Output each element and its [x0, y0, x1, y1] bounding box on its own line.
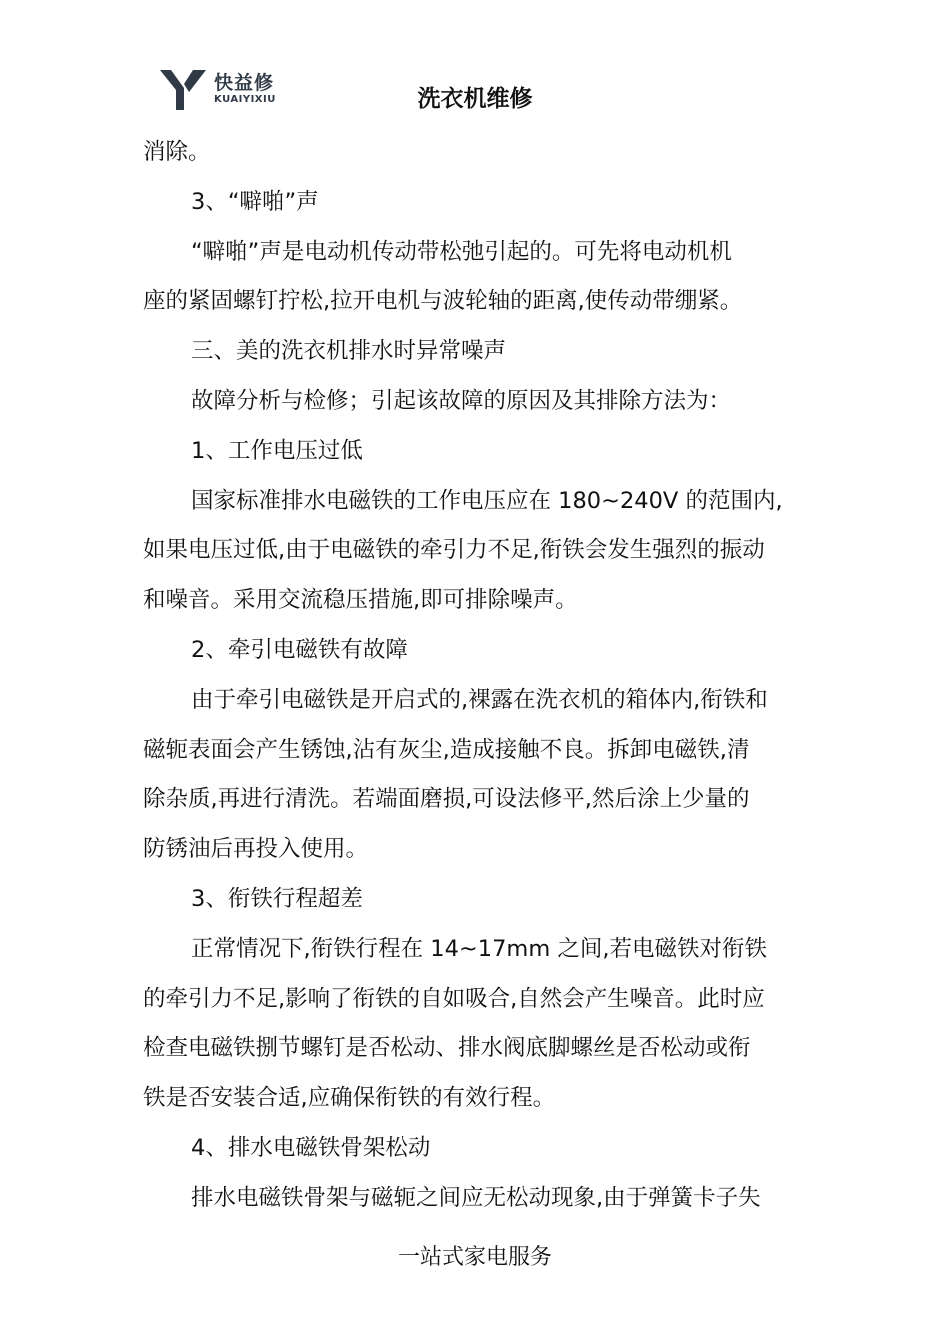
document-title: 洗衣机维修 — [417, 86, 533, 112]
body-paragraph-line: 排水电磁铁骨架与磁轭之间应无松动现象,由于弹簧卡子失 — [191, 1184, 761, 1211]
body-paragraph-line: 2、牵引电磁铁有故障 — [191, 636, 408, 663]
logo-text-en: KUAIYIXIU — [214, 94, 276, 105]
body-paragraph-line: 座的紧固螺钉拧松,拉开电机与波轮轴的距离,使传动带绷紧。 — [143, 288, 743, 315]
body-paragraph-line: 正常情况下,衔铁行程在 14~17mm 之间,若电磁铁对衔铁 — [191, 935, 768, 962]
body-paragraph-line: 故障分析与检修；引起该故障的原因及其排除方法为： — [191, 387, 732, 414]
body-paragraph-line: 4、排水电磁铁骨架松动 — [191, 1134, 431, 1161]
body-paragraph-line: 的牵引力不足,影响了衔铁的自如吸合,自然会产生噪音。此时应 — [143, 985, 765, 1012]
body-paragraph-line: 铁是否安装合适,应确保衔铁的有效行程。 — [143, 1085, 556, 1112]
body-paragraph-line: 消除。 — [143, 139, 211, 165]
body-paragraph-line: 除杂质,再进行清洗。若端面磨损,可设法修平,然后涂上少量的 — [143, 786, 750, 813]
body-paragraph-line: 由于牵引电磁铁是开启式的,裸露在洗衣机的箱体内,衔铁和 — [191, 686, 768, 713]
body-paragraph-line: 磁轭表面会产生锈蚀,沾有灰尘,造成接触不良。拆卸电磁铁,清 — [143, 736, 750, 763]
document-body — [143, 128, 805, 1224]
body-paragraph-line: “噼啪”声是电动机传动带松弛引起的。可先将电动机机 — [191, 238, 732, 265]
body-paragraph-line: 和噪音。采用交流稳压措施,即可排除噪声。 — [143, 587, 578, 614]
body-paragraph-line: 1、工作电压过低 — [191, 437, 363, 464]
body-paragraph-line: 检查电磁铁捌节螺钉是否松动、排水阀底脚螺丝是否松动或衔 — [143, 1035, 751, 1062]
body-paragraph-line: 3、衔铁行程超差 — [191, 885, 363, 912]
body-paragraph-line: 如果电压过低,由于电磁铁的牵引力不足,衔铁会发生强烈的振动 — [143, 537, 765, 564]
footer-text: 一站式家电服务 — [397, 1245, 552, 1270]
body-paragraph-line: 防锈油后再投入使用。 — [143, 836, 369, 863]
body-paragraph-line: 国家标准排水电磁铁的工作电压应在 180~240V 的范围内, — [191, 487, 783, 514]
body-paragraph-line: 3、“噼啪”声 — [191, 188, 319, 215]
logo-text-cn: 快益修 — [214, 72, 275, 94]
body-paragraph-line: 三、美的洗衣机排水时异常噪声 — [191, 338, 507, 365]
